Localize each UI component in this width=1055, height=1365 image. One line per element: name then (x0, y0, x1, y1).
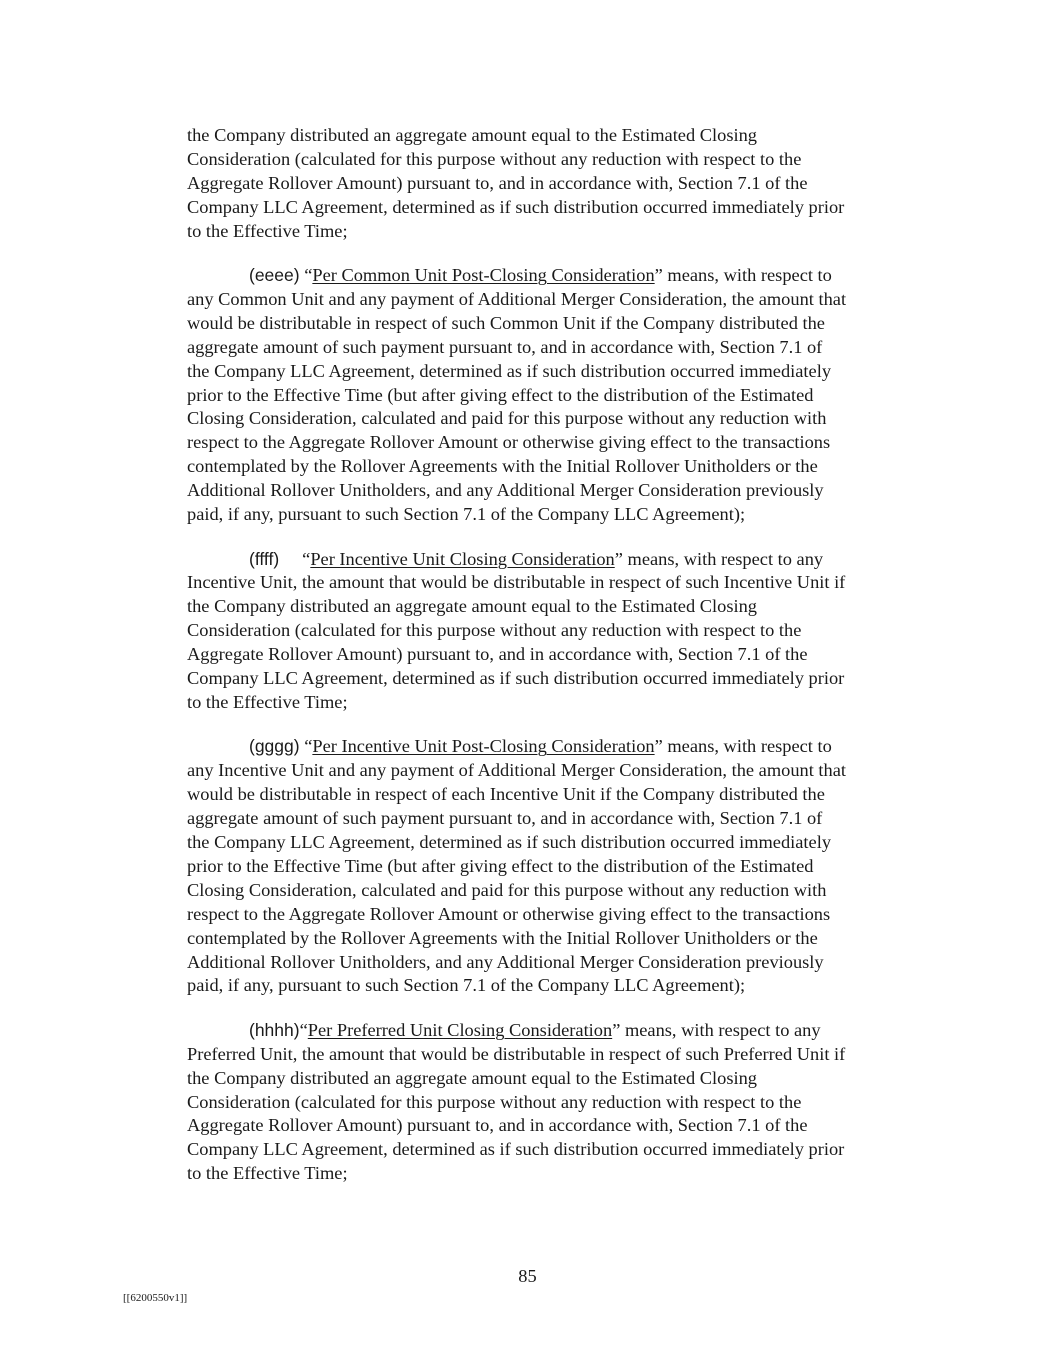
text-line: Aggregate Rollover Amount) pursuant to, and in accordance with, Section 7.1 of the (187, 1115, 808, 1136)
definition-first-line (187, 735, 937, 759)
text-line: the Company LLC Agreement, determined as if such distribution occurred immediately (187, 831, 832, 852)
definition-text: ” means, with respect to any (614, 548, 824, 569)
text-line: aggregate amount of such payment pursuant to, and in accordance with, Section 7.1 of (187, 808, 823, 829)
open-quote: “ (299, 736, 313, 757)
text-line: respect to the Aggregate Rollover Amount or otherwise giving effect to the transactions (187, 903, 831, 924)
text-line: the Company LLC Agreement, determined as if such distribution occurred immediately (187, 360, 832, 381)
text-line: Incentive Unit, the amount that would be distributable in respect of such Incentive Unit if (187, 572, 846, 593)
defined-term: Per Incentive Unit Closing Consideration (310, 548, 615, 569)
clause-number: (gggg) (249, 736, 300, 757)
definition-text: ” means, with respect to (654, 265, 832, 286)
text-line: Preferred Unit, the amount that would be distributable in respect of such Preferred Unit if (187, 1043, 846, 1064)
text-line: to the Effective Time; (187, 691, 348, 712)
text-line: Company LLC Agreement, determined as if such distribution occurred immediately prior (187, 668, 845, 689)
definition-text: ” means, with respect to any (612, 1019, 821, 1040)
definition-paragraph-eeee (187, 264, 937, 527)
text-line: prior to the Effective Time (but after giving effect to the distribution of the Estimated (187, 384, 814, 405)
text-line: paid, if any, pursuant to such Section 7.1 of the Company LLC Agreement); (187, 504, 746, 525)
text-line: to the Effective Time; (187, 1163, 348, 1184)
text-line: would be distributable in respect of each Incentive Unit if the Company distributed the (187, 784, 825, 805)
text-line: Consideration (calculated for this purpose without any reduction with respect to the (187, 1091, 802, 1112)
text-line: would be distributable in respect of such Common Unit if the Company distributed the (187, 312, 825, 333)
definition-paragraph-hhhh (187, 1019, 937, 1186)
text-line: Company LLC Agreement, determined as if such distribution occurred immediately prior (187, 196, 845, 217)
text-line: Additional Rollover Unitholders, and any Additional Merger Consideration previously (187, 480, 824, 501)
definition-text: ” means, with respect to (654, 736, 832, 757)
text-line: contemplated by the Rollover Agreements with the Initial Rollover Unitholders or the (187, 456, 818, 477)
text-line: Additional Rollover Unitholders, and any Additional Merger Consideration previously (187, 951, 824, 972)
document-id: [[6200550v1]] (123, 1292, 188, 1304)
defined-term: Per Preferred Unit Closing Consideration (307, 1019, 613, 1040)
definition-paragraph-gggg (187, 735, 937, 998)
text-line: Aggregate Rollover Amount) pursuant to, and in accordance with, Section 7.1 of the (187, 172, 808, 193)
document-body (187, 124, 937, 1207)
definition-first-line (187, 548, 937, 572)
text-line: the Company distributed an aggregate amount equal to the Estimated Closing (187, 1067, 757, 1088)
text-line: Aggregate Rollover Amount) pursuant to, and in accordance with, Section 7.1 of the (187, 644, 808, 665)
text-line: Company LLC Agreement, determined as if such distribution occurred immediately prior (187, 1139, 845, 1160)
text-line: any Common Unit and any payment of Additional Merger Consideration, the amount that (187, 288, 847, 309)
text-line: respect to the Aggregate Rollover Amount or otherwise giving effect to the transactions (187, 432, 831, 453)
text-line: paid, if any, pursuant to such Section 7.1 of the Company LLC Agreement); (187, 975, 746, 996)
open-quote: “ (299, 1019, 308, 1040)
page-number: 85 (518, 1266, 537, 1286)
open-quote: “ (299, 265, 313, 286)
text-line: Closing Consideration, calculated and paid for this purpose without any reduction with (187, 879, 827, 900)
clause-number: (hhhh) (249, 1019, 300, 1040)
text-line: contemplated by the Rollover Agreements with the Initial Rollover Unitholders or the (187, 927, 818, 948)
text-line: Closing Consideration, calculated and paid for this purpose without any reduction with (187, 408, 827, 429)
text-line: any Incentive Unit and any payment of Additional Merger Consideration, the amount that (187, 760, 847, 781)
defined-term: Per Common Unit Post-Closing Consideration (312, 265, 655, 286)
definition-first-line (187, 1019, 937, 1043)
text-line: aggregate amount of such payment pursuant to, and in accordance with, Section 7.1 of (187, 336, 823, 357)
text-line: Consideration (calculated for this purpose without any reduction with respect to the (187, 620, 802, 641)
definition-first-line (187, 264, 937, 288)
paragraph-continuation (187, 124, 937, 244)
text-line: to the Effective Time; (187, 220, 348, 241)
open-quote: “ (279, 548, 311, 569)
definition-paragraph-ffff (187, 548, 937, 715)
clause-number: (ffff) (249, 548, 280, 569)
text-line: the Company distributed an aggregate amount equal to the Estimated Closing (187, 596, 757, 617)
text-line: the Company distributed an aggregate amount equal to the Estimated Closing (187, 125, 757, 145)
defined-term: Per Incentive Unit Post-Closing Consideration (312, 736, 655, 757)
clause-number: (eeee) (249, 265, 300, 286)
text-line: prior to the Effective Time (but after giving effect to the distribution of the Estimated (187, 855, 814, 876)
text-line: Consideration (calculated for this purpose without any reduction with respect to the (187, 148, 802, 169)
